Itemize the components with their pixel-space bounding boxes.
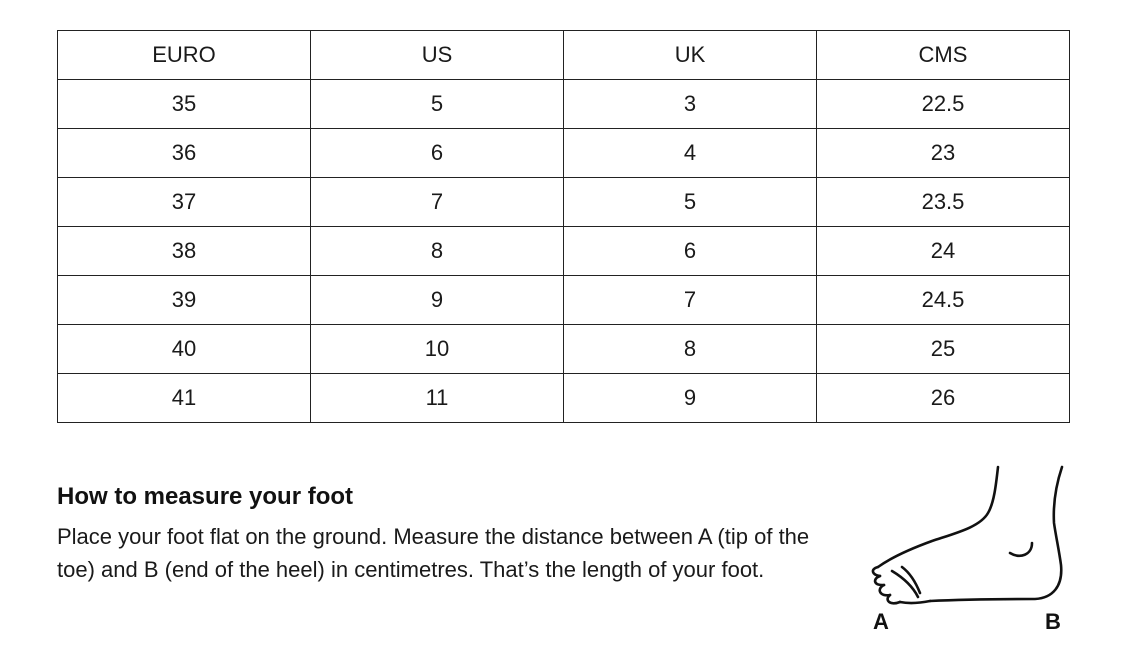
cell-us: 7 xyxy=(311,178,564,227)
table-row xyxy=(58,276,1070,325)
cell-uk: 9 xyxy=(564,374,817,423)
table-row xyxy=(58,178,1070,227)
header-us: US xyxy=(311,31,564,80)
cell-euro: 40 xyxy=(58,325,311,374)
header-euro: EURO xyxy=(58,31,311,80)
cell-uk: 5 xyxy=(564,178,817,227)
size-chart-body xyxy=(58,80,1070,423)
cell-euro: 36 xyxy=(58,129,311,178)
cell-cms: 23.5 xyxy=(817,178,1070,227)
foot-outline-icon xyxy=(860,455,1080,645)
cell-cms: 24.5 xyxy=(817,276,1070,325)
cell-cms: 26 xyxy=(817,374,1070,423)
size-chart-table xyxy=(57,30,1070,423)
cell-euro: 35 xyxy=(58,80,311,129)
cell-uk: 6 xyxy=(564,227,817,276)
label-a: A xyxy=(873,609,889,634)
table-row xyxy=(58,374,1070,423)
cell-us: 11 xyxy=(311,374,564,423)
cell-euro: 41 xyxy=(58,374,311,423)
table-row xyxy=(58,227,1070,276)
cell-cms: 23 xyxy=(817,129,1070,178)
table-row xyxy=(58,129,1070,178)
measure-text: Place your foot flat on the ground. Measure the distance between A (tip of the toe) and B (end of the heel) in centimetres. That’s the length of your foot. xyxy=(57,524,810,582)
cell-cms: 22.5 xyxy=(817,80,1070,129)
cell-us: 5 xyxy=(311,80,564,129)
label-b: B xyxy=(1045,609,1061,634)
cell-uk: 7 xyxy=(564,276,817,325)
cell-uk: 8 xyxy=(564,325,817,374)
measure-title: How to measure your foot xyxy=(57,483,354,510)
table-row xyxy=(58,325,1070,374)
header-uk: UK xyxy=(564,31,817,80)
cell-uk: 4 xyxy=(564,129,817,178)
cell-us: 8 xyxy=(311,227,564,276)
cell-euro: 38 xyxy=(58,227,311,276)
cell-us: 6 xyxy=(311,129,564,178)
cell-euro: 39 xyxy=(58,276,311,325)
table-row xyxy=(58,80,1070,129)
measure-instructions xyxy=(57,480,847,586)
cell-cms: 24 xyxy=(817,227,1070,276)
cell-uk: 3 xyxy=(564,80,817,129)
cell-euro: 37 xyxy=(58,178,311,227)
cell-us: 9 xyxy=(311,276,564,325)
header-cms: CMS xyxy=(817,31,1070,80)
table-header-row xyxy=(58,31,1070,80)
cell-cms: 25 xyxy=(817,325,1070,374)
cell-us: 10 xyxy=(311,325,564,374)
